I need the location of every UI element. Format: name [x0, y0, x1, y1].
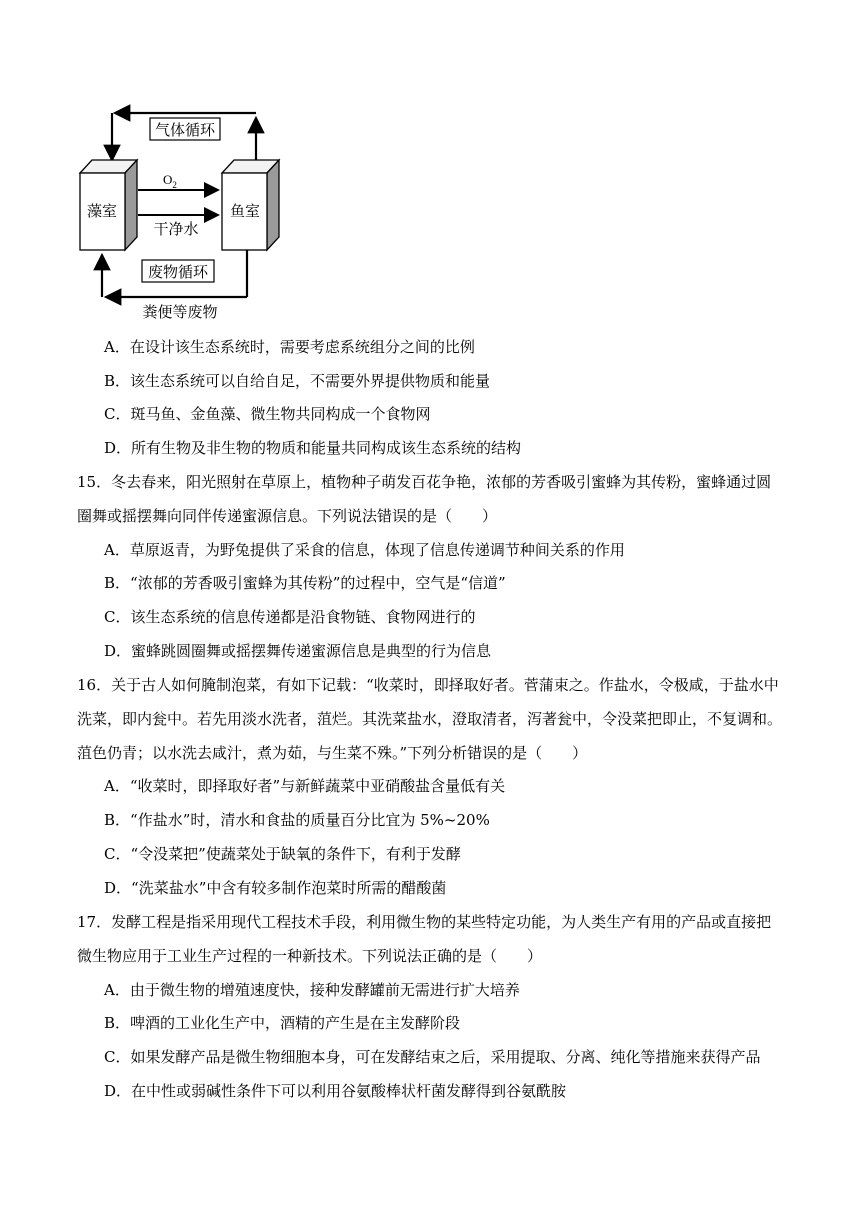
- q17-option-a: A．由于微生物的增殖速度快，接种发酵罐前无需进行扩大培养: [104, 981, 520, 999]
- waste-cycle-label: 废物循环: [147, 263, 209, 281]
- q15-option-b: B．“浓郁的芳香吸引蜜蜂为其传粉”的过程中，空气是“信道”: [104, 574, 506, 592]
- q17-stem-line: 微生物应用于工业生产过程的一种新技术。下列说法正确的是（ ）: [77, 947, 543, 965]
- q15-option-c: C．该生态系统的信息传递都是沿食物链、食物网进行的: [104, 608, 476, 626]
- q17-stem-line: 17．发酵工程是指采用现代工程技术手段，利用微生物的某些特定功能，为人类生产有用的产品或直接把: [77, 913, 772, 931]
- q16-option-c: C．“令没菜把”使蔬菜处于缺氧的条件下，有利于发酵: [104, 845, 461, 863]
- q15-stem-line: 圈舞或摇摆舞向同伴传递蜜源信息。下列说法错误的是（ ）: [77, 507, 498, 525]
- q14-option-d: D．所有生物及非生物的物质和能量共同构成该生态系统的结构: [104, 439, 522, 457]
- q17-option-d: D．在中性或弱碱性条件下可以利用谷氨酸棒状杆菌发酵得到谷氨酰胺: [104, 1082, 567, 1100]
- q15-option-d: D．蜜蜂跳圆圈舞或摇摆舞传递蜜源信息是典型的行为信息: [104, 642, 492, 660]
- q16-stem-line: 16．关于古人如何腌制泡菜，有如下记载：“收菜时，即择取好者。菅蒲束之。作盐水，令极咸，于盐水中: [77, 676, 779, 694]
- q16-stem-line: 菹色仍青；以水洗去咸汁，煮为茹，与生菜不殊。”下列分析错误的是（ ）: [77, 744, 588, 762]
- ecosystem-diagram: [70, 100, 300, 330]
- algae-room-label: 藻室: [86, 202, 118, 220]
- feces-waste-label: 粪便等废物: [142, 303, 218, 321]
- q15-stem-line: 15．冬去春来，阳光照射在草原上，植物种子萌发百花争艳，浓郁的芳香吸引蜜蜂为其传粉，蜜蜂通过圆: [77, 473, 772, 491]
- q16-option-d: D．“洗菜盐水”中含有较多制作泡菜时所需的醋酸菌: [104, 879, 447, 897]
- clean-water-label: 干净水: [153, 220, 199, 238]
- q17-option-b: B．啤酒的工业化生产中，酒精的产生是在主发酵阶段: [104, 1014, 461, 1032]
- q14-option-b: B．该生态系统可以自给自足，不需要外界提供物质和能量: [104, 372, 491, 390]
- q16-stem-line: 洗菜，即内瓮中。若先用淡水洗者，菹烂。其洗菜盐水，澄取清者，泻著瓮中，令没菜把即止，不复调和。: [77, 710, 783, 728]
- q14-option-a: A．在设计该生态系统时，需要考虑系统组分之间的比例: [104, 338, 475, 356]
- q16-option-b: B．“作盐水”时，清水和食盐的质量百分比宜为 5%~20%: [104, 811, 490, 829]
- oxygen-label: $O_2$: [163, 172, 177, 190]
- q14-option-c: C．斑马鱼、金鱼藻、微生物共同构成一个食物网: [104, 405, 431, 423]
- q15-option-a: A．草原返青，为野兔提供了采食的信息，体现了信息传递调节种间关系的作用: [104, 541, 625, 559]
- fish-room-label: 鱼室: [229, 202, 261, 220]
- q17-option-c: C．如果发酵产品是微生物细胞本身，可在发酵结束之后，采用提取、分离、纯化等措施来获得产品: [104, 1048, 761, 1066]
- q16-option-a: A．“收菜时，即择取好者”与新鲜蔬菜中亚硝酸盐含量低有关: [104, 777, 506, 795]
- gas-cycle-label: 气体循环: [154, 121, 216, 139]
